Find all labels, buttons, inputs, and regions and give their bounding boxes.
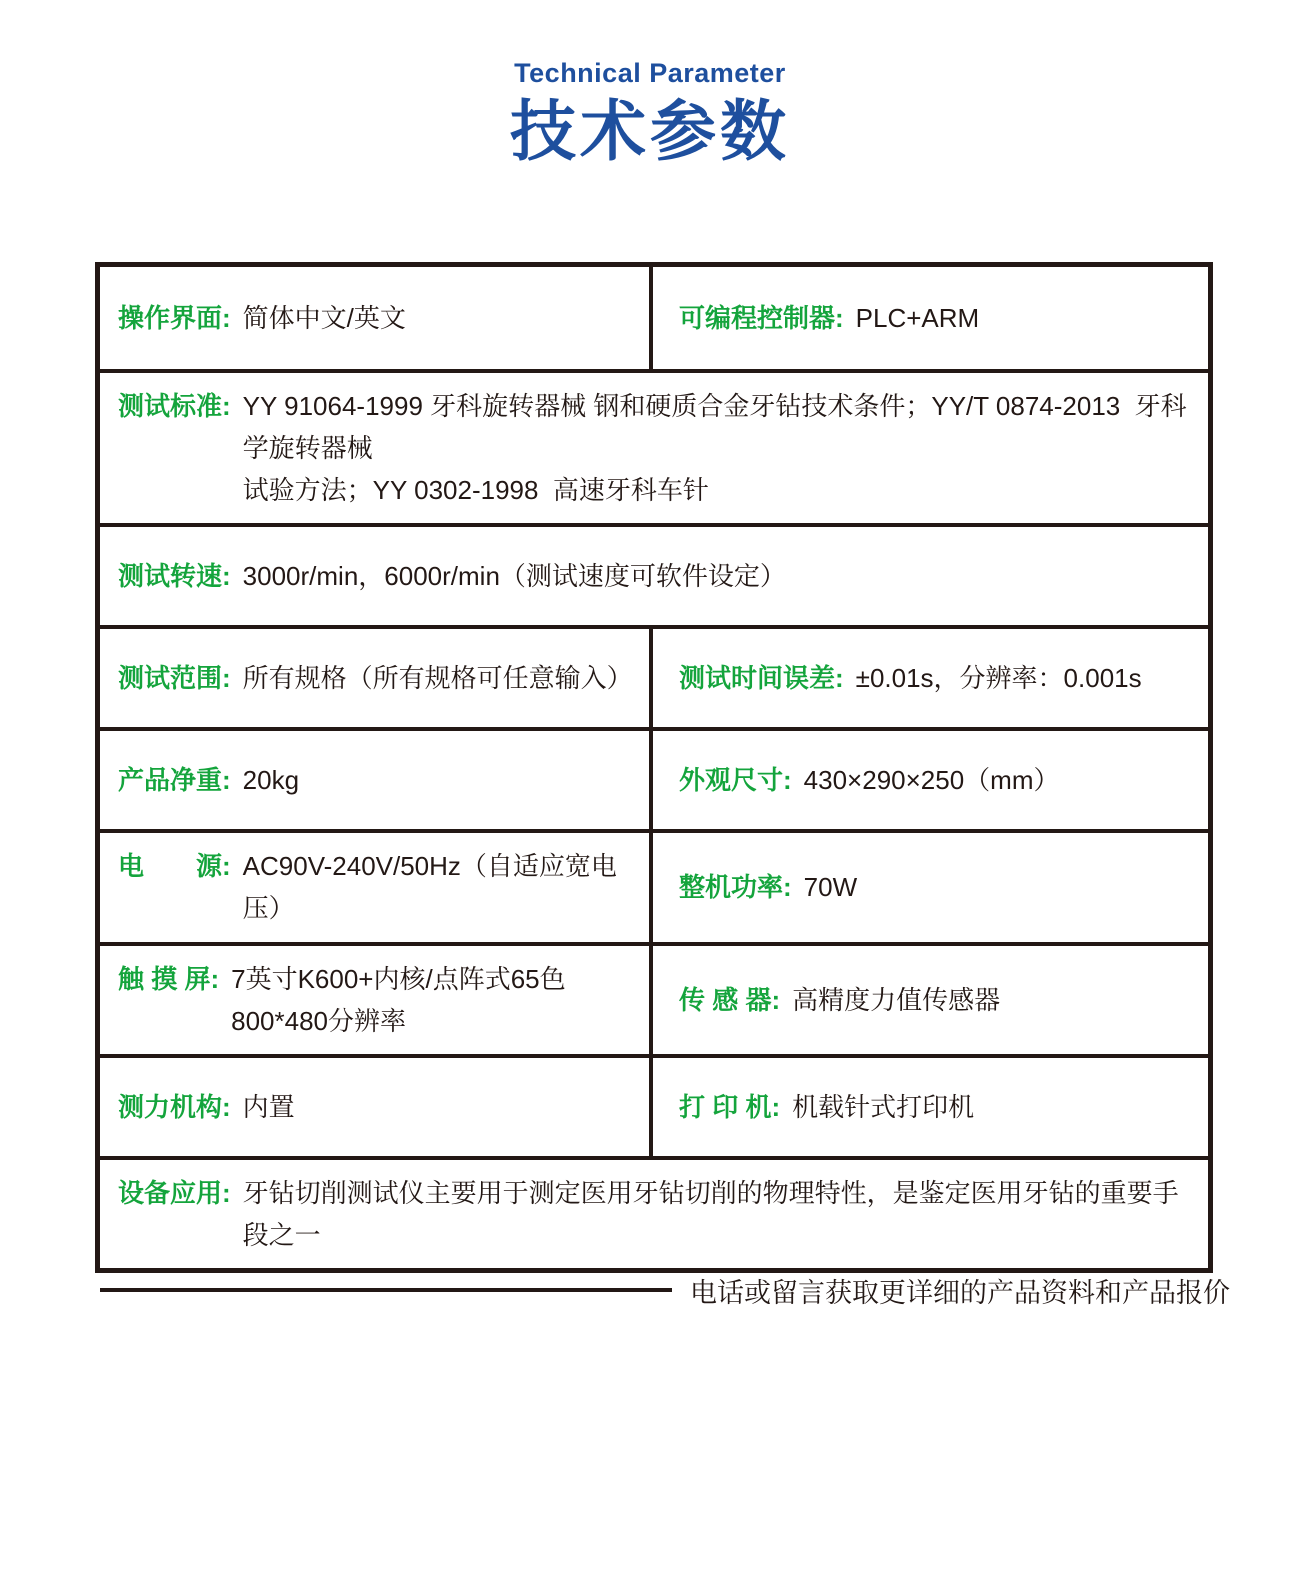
param-value <box>856 297 980 339</box>
table-cell <box>100 267 653 369</box>
subtitle-en: Technical Parameter <box>514 58 786 88</box>
param-value <box>243 759 299 801</box>
value-line: YY 91064-1999 牙科旋转器械 钢和硬质合金牙钻技术条件；YY/T 0874-2013 牙科学旋转器械 <box>242 391 1187 464</box>
value-line: 所有规格（所有规格可任意输入） <box>242 663 633 694</box>
value-line: 机载针式打印机 <box>792 1091 975 1122</box>
param-value <box>243 1086 295 1128</box>
param-value <box>243 297 406 339</box>
table-row <box>100 829 1208 941</box>
value-line: 20kg <box>242 765 300 796</box>
param-label: 设备应用: <box>118 1177 231 1208</box>
table-cell <box>100 373 1208 523</box>
param-label: 电 源: <box>118 851 231 882</box>
contact-note: 电话或留言获取更详细的产品资料和产品报价 <box>690 1277 1230 1308</box>
page-header <box>0 58 1300 166</box>
value-line: 简体中文/英文 <box>242 302 406 333</box>
param-label: 传 感 器: <box>679 984 781 1015</box>
param-value <box>792 1086 974 1128</box>
divider-line <box>100 1288 672 1292</box>
param-label: 打 印 机: <box>679 1091 781 1122</box>
table-cell <box>100 731 653 829</box>
value-line: 7英寸K600+内核/点阵式65色 <box>231 963 566 994</box>
table-cell <box>100 527 1208 625</box>
value-line: 高精度力值传感器 <box>792 984 1001 1015</box>
table-row <box>100 1054 1208 1156</box>
param-label: 产品净重: <box>118 765 231 796</box>
value-line: PLC+ARM <box>855 302 980 333</box>
param-value <box>243 845 629 929</box>
param-value <box>242 657 633 699</box>
param-label: 测试时间误差: <box>679 663 844 694</box>
param-label: 测试范围: <box>118 663 231 694</box>
value-line: 3000r/min，6000r/min（测试速度可软件设定） <box>242 561 786 592</box>
table-row <box>100 523 1208 625</box>
table-cell <box>653 1058 1208 1156</box>
table-cell <box>100 629 653 727</box>
param-label: 整机功率: <box>679 872 792 903</box>
value-line: 内置 <box>242 1091 295 1122</box>
table-row <box>100 1156 1208 1268</box>
param-value <box>804 759 1060 801</box>
page-title: 技术参数 <box>510 94 790 168</box>
param-label: 可编程控制器: <box>679 302 844 333</box>
table-cell <box>653 629 1208 727</box>
param-label: 触 摸 屏: <box>118 963 220 994</box>
param-value <box>231 958 566 1042</box>
value-line: 430×290×250（mm） <box>803 765 1060 796</box>
param-value <box>243 385 1188 511</box>
table-cell <box>100 833 653 941</box>
table-row <box>100 942 1208 1054</box>
table-cell <box>100 946 653 1054</box>
value-line: ±0.01s，分辨率：0.001s <box>855 663 1142 694</box>
value-line: 70W <box>803 872 858 903</box>
value-line: 牙钻切削测试仪主要用于测定医用牙钻切削的物理特性，是鉴定医用牙钻的重要手段之一 <box>242 1177 1179 1250</box>
page-footer <box>100 1262 1230 1318</box>
param-value <box>792 979 1000 1021</box>
param-label: 测试转速: <box>118 561 231 592</box>
table-cell <box>100 1058 653 1156</box>
table-cell <box>653 267 1208 369</box>
param-value <box>804 866 857 908</box>
param-label: 测试标准: <box>118 391 231 421</box>
table-row <box>100 625 1208 727</box>
table-cell <box>100 1160 1208 1268</box>
table-cell <box>653 833 1208 941</box>
value-line: 800*480分辨率 <box>231 1005 406 1036</box>
value-line: AC90V-240V/50Hz（自适应宽电压） <box>242 851 617 924</box>
value-line: 试验方法；YY 0302-1998 高速牙科车针 <box>242 475 709 506</box>
param-value <box>243 1172 1188 1256</box>
spec-table <box>95 262 1213 1273</box>
table-cell <box>653 946 1208 1054</box>
table-row <box>100 727 1208 829</box>
table-row <box>100 369 1208 523</box>
table-row <box>100 267 1208 369</box>
table-cell <box>653 731 1208 829</box>
param-label: 外观尺寸: <box>679 765 792 796</box>
param-label: 操作界面: <box>118 302 231 333</box>
param-label: 测力机构: <box>118 1091 231 1122</box>
param-value <box>856 657 1142 699</box>
param-value <box>243 555 786 597</box>
